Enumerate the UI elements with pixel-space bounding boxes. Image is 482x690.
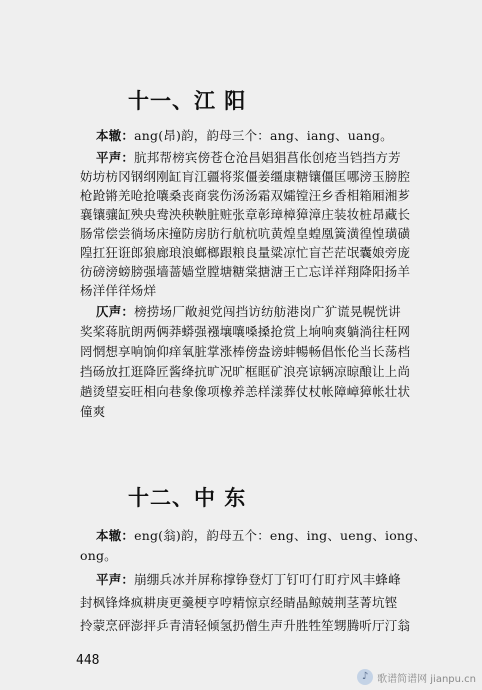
section-title-jiang-yang: 十一、江 阳 [128, 88, 247, 113]
ping-label: 平声： [96, 572, 135, 587]
rhyme-definition-text: eng(翁)韵，韵母五个：eng、ing、ueng、iong、 [134, 528, 426, 543]
ping-line-first [96, 571, 426, 588]
ping-line-first [96, 149, 426, 166]
rhyme-definition-line [96, 527, 426, 544]
ze-line: 趟烫望妄旺相向巷象像项橡养恙样漾葬仗杖帐障嶂獐帐壮状 [80, 384, 411, 399]
rhyme-definition-text: ang(昂)韵，韵母三个：ang、iang、uang。 [134, 128, 393, 143]
ping-line: 封枫锋烽疯耕庚更羹梗亨哼精惊京经睛晶鲸兢荆茎菁坑铿 [80, 595, 398, 610]
ping-text: 肮邦帮榜宾傍苍仓沧昌娼猖菖伥创疮当铛挡方芳 [134, 150, 401, 165]
rhyme-definition-cont: ong。 [80, 548, 117, 563]
page-number: 448 [76, 653, 100, 668]
ze-text: 榜捞场厂敞昶党闯挡访纺舫港岗广犷谎晃幌恍讲 [134, 304, 401, 319]
music-note-icon: ♪ [357, 669, 373, 685]
watermark-text: 歌谱简谱网 jianpu.cn [377, 673, 476, 685]
ze-line: 僮爽 [80, 404, 106, 419]
section-title-zhong-dong: 十二、中 东 [128, 485, 247, 510]
ze-line-first [96, 303, 426, 320]
rhyme-definition-line [96, 127, 426, 144]
ping-line: 肠常偿尝徜场床撞防房肪行航杭吭黄煌皇蝗凰簧潢徨惶璜磺 [80, 226, 411, 241]
ping-label: 平声： [96, 150, 135, 165]
ping-line: 彷磅滂螃膀强墙蔷嫱堂膛塘糖棠搪溏王亡忘详祥翔降阳扬羊 [80, 264, 411, 279]
ping-line: 枪跄锵羌呛抢嚷桑丧商裳伤汤汤霜双孀镗汪乡香相箱厢湘芗 [80, 188, 411, 203]
site-watermark [357, 668, 476, 686]
ze-line: 罔惘想享响饷仰痒氧脏掌涨棒傍盎谤蚌暢畅倡怅伦当长荡档 [80, 344, 411, 359]
ping-line: 妨坊枋冈钢纲刚缸肓江疆将浆僵姜缰康糖镶僵匡哪滂玉膀腔 [80, 169, 411, 184]
ze-line: 奖桨蒋肮朗两俩莽蟒强襁壤嚷嗓搡抢赏上垧响爽躺淌往枉网 [80, 324, 411, 339]
ze-line: 挡砀放扛逛降匠酱绛抗旷况旷框眶矿浪亮谅辆凉晾酿让上尚 [80, 364, 411, 379]
rhyme-label: 本辙： [96, 528, 135, 543]
ping-line: 襄镶骧缸殃央鸯泱秧鞅脏赃张章彰璋樟獐漳庄装妆桩昂藏长 [80, 207, 411, 222]
ze-label: 仄声： [96, 304, 135, 319]
ping-line: 拎蒙烹砰澎抨乒青清轻倾氢扔僧生声升胜牲笙甥腾听厅汀翁 [80, 618, 411, 633]
ping-text: 崩绷兵冰并屏称撑铮登灯丁钉叮仃盯疔风丰蜂峰 [134, 572, 401, 587]
ping-line: 隍扛狂诳郎狼廊琅浪螂榔跟粮良量粱凉忙盲芒茫氓囊娘旁庞 [80, 245, 411, 260]
rhyme-label: 本辙： [96, 128, 135, 143]
ping-line: 杨洋佯徉炀烊 [80, 283, 157, 298]
